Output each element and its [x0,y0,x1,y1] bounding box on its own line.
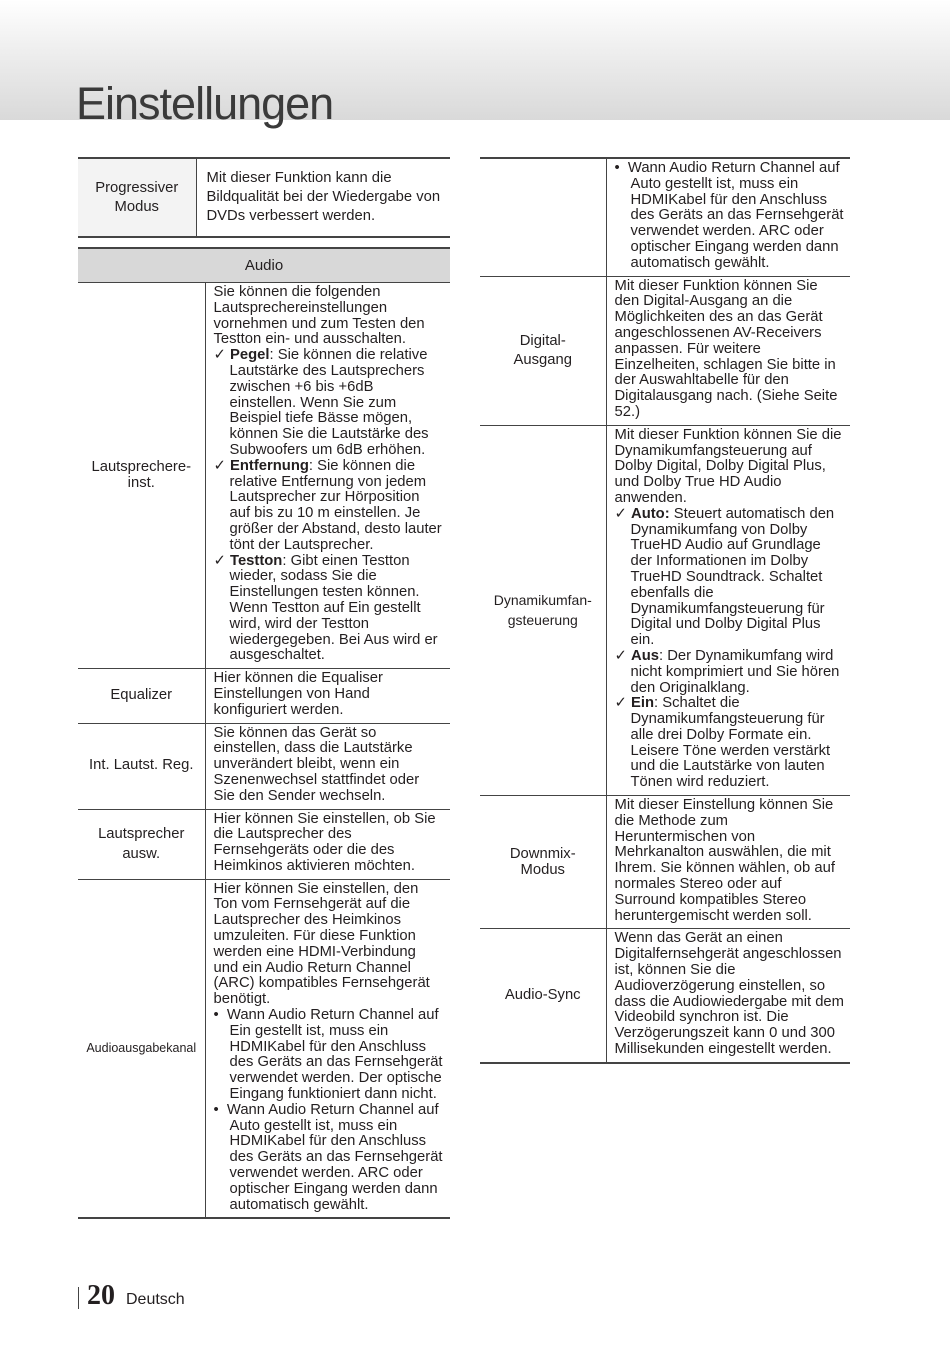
label-text: Lautsprecher ausw. [98,826,185,863]
bullet-item [615,161,845,272]
page-title: Einstellungen [76,78,334,129]
label-text: Digital-Ausgang [513,332,572,368]
check-icon: ✓ [213,552,231,569]
label-text: Dynamikumfan-gsteuerung [493,592,592,629]
setting-desc-speaker-select: Hier können Sie einstellen, ob Sie die Lautsprecher des Fernsehgeräts oder die des Heimkinos aktivieren möchten. [205,809,450,879]
page-language: Deutsch [126,1291,185,1308]
setting-label-progressive: Progressiver Modus [78,158,196,237]
setting-label-speaker-select [78,809,205,879]
setting-desc-equalizer: Hier können die Equaliser Einstellungen von Hand konfiguriert werden. [205,669,450,723]
check-icon: ✓ [213,347,231,364]
audio-table [78,247,450,1219]
check-term: Aus [631,647,659,664]
setting-label-audio-output-channel: Audioausgabekanal [78,879,205,1218]
setting-desc-audio-sync: Wenn das Gerät an einen Digitalfernsehgerät angeschlossen ist, können Sie die Audioverzögerung einstellen, so dass die Audiowiedergabe mit dem Videobild synchron ist. Die Verzögerungszeit kann 0 und 300 Millisekunden eingestellt werden. [606,929,850,1063]
setting-label-int-volume: Int. Lautst. Reg. [78,723,205,809]
check-text: : Schaltet die Dynamikumfangsteuerung für alle drei Dolby Formate ein. Leisere Töne werden verstärkt und die Lautstärke von lauten Tönen wird reduziert. [630,695,831,791]
page-number: 20 [87,1280,115,1311]
setting-desc-progressive: Mit dieser Funktion kann die Bildqualität bei der Wiedergabe von DVDs verbessert werden. [196,158,450,237]
table-row [480,796,850,929]
check-term: Ein [631,695,655,712]
setting-desc-drc [606,425,850,795]
table-row [78,283,450,669]
desc-intro: Mit dieser Funktion können Sie die Dynamikumfangsteuerung auf Dolby Digital, Dolby Digital Plus, und Dolby True HD Audio anwenden. [614,426,842,506]
setting-label-continued [480,158,606,276]
check-text: Steuert automatisch den Dynamikumfang von Dolby TrueHD Audio auf Grundlage der Informationen im Dolby TrueHD Soundtrack. Schaltet ebenfalls die Dynamikumfangsteuerung für Digital und Dolby Digital Plus ein. [630,505,835,649]
bullet-text: Wann Audio Return Channel auf Auto gestellt ist, muss ein HDMIKabel für den Anschluss des Geräts an das Fernsehgerät verwendet werden. ARC oder optischer Eingang werden dann automatisch gewählt. [627,160,844,271]
check-item [615,649,845,696]
setting-desc-digital-output: Mit dieser Funktion können Sie den Digital-Ausgang an die Möglichkeiten des an das Gerät angeschlossenen AV-Receivers anpassen. Für weitere Einzelheiten, schlagen Sie bitte in der Auswahltabelle für den Digitalausgang nach. (Siehe Seite 52.) [606,276,850,425]
check-icon: ✓ [614,695,632,712]
table-row [480,425,850,795]
check-item [615,507,845,649]
setting-desc-continued [606,158,850,276]
setting-label-audio-sync: Audio-Sync [480,929,606,1063]
check-term: Pegel [230,347,270,364]
setting-label-speaker-settings [78,283,205,669]
table-row [78,158,450,237]
desc-intro: Hier können Sie einstellen, den Ton vom Fernsehgerät auf die Lautsprecher des Heimkinos umzuleiten. Für diese Funktion werden eine HDMI-Verbindung und ein Audio Return Channel (ARC) kompatibles Fernsehgerät benötigt. [213,880,430,1008]
check-term: Auto: [631,505,670,522]
setting-label-downmix [480,796,606,929]
setting-desc-speaker-settings [205,283,450,669]
check-term: Entfernung [230,457,309,474]
table-row [78,879,450,1218]
bullet-icon: • [213,1101,227,1118]
bullet-icon: • [614,160,628,176]
check-icon: ✓ [213,457,231,474]
check-text: : Sie können die relative Lautstärke des Lautsprechers zwischen +6 bis +6dB einstellen. Wenn Sie zum Beispiel tiefe Bässe mögen, können Sie die Lautstärke des Subwoofers um 6dB erhöhen. [229,347,429,458]
table-row [78,723,450,809]
audio-table-continued [480,157,850,1064]
bullet-text: Wann Audio Return Channel auf Auto gestellt ist, muss ein HDMIKabel für den Anschluss des Geräts an das Fernsehgerät verwendet werden. ARC oder optischer Eingang werden dann automatisch gewählt. [226,1101,443,1213]
bullet-text: Wann Audio Return Channel auf Ein gestellt ist, muss ein HDMIKabel für den Anschluss des Geräts an das Fernsehgerät verwendet werden. Der optische Eingang funktioniert dann nicht. [226,1007,443,1103]
progressive-table [78,157,450,238]
bullet-item [214,1103,445,1214]
table-row [480,929,850,1063]
label-text: Lautsprechere-inst. [91,458,192,491]
section-header [78,248,450,283]
check-term: Testton [230,552,283,569]
setting-label-equalizer: Equalizer [78,669,205,723]
check-item [615,696,845,791]
table-row [480,276,850,425]
check-icon: ✓ [614,505,632,522]
table-row [78,809,450,879]
check-icon: ✓ [614,647,632,664]
check-text: : Gibt einen Testton wieder, sodass Sie die Einstellungen testen können. Wenn Testton auf Ein gestellt wird, wird der Testton wiedergegeben. Bei Aus wird er ausgeschaltet. [229,552,438,664]
section-title-audio: Audio [78,248,450,283]
label-text: Downmix-Modus [509,845,576,878]
check-text: : Der Dynamikumfang wird nicht komprimiert und Sie hören den Originalklang. [630,647,840,696]
check-text: : Sie können die relative Entfernung von jedem Lautsprecher zur Hörposition auf bis zu 10 m einstellen. Je größer der Abstand, desto lauter tönt der Lautsprecher. [229,457,442,553]
setting-label-drc [480,425,606,795]
setting-desc-audio-output-channel [205,879,450,1218]
setting-desc-downmix: Mit dieser Einstellung können Sie die Methode zum Heruntermischen von Mehrkanalton auswählen, die mit Ihrem. Sie können wählen, ob auf normales Stereo oder auf Surround kompatibles Stereo heruntergemischt werden soll. [606,796,850,929]
desc-intro: Sie können die folgenden Lautsprechereinstellungen vornehmen und zum Testen den Testton ein- und ausschalten. [213,284,425,348]
setting-desc-int-volume: Sie können das Gerät so einstellen, dass die Lautstärke unverändert bleibt, wenn ein Szenenwechsel stattfindet oder Sie den Sender wechseln. [205,723,450,809]
setting-label-digital-output [480,276,606,425]
table-row [78,669,450,723]
footer-divider [78,1287,79,1309]
table-row [480,158,850,276]
bullet-item [214,1008,445,1103]
bullet-icon: • [213,1007,227,1024]
check-item [214,348,445,459]
check-item [214,554,445,665]
check-item [214,459,445,554]
